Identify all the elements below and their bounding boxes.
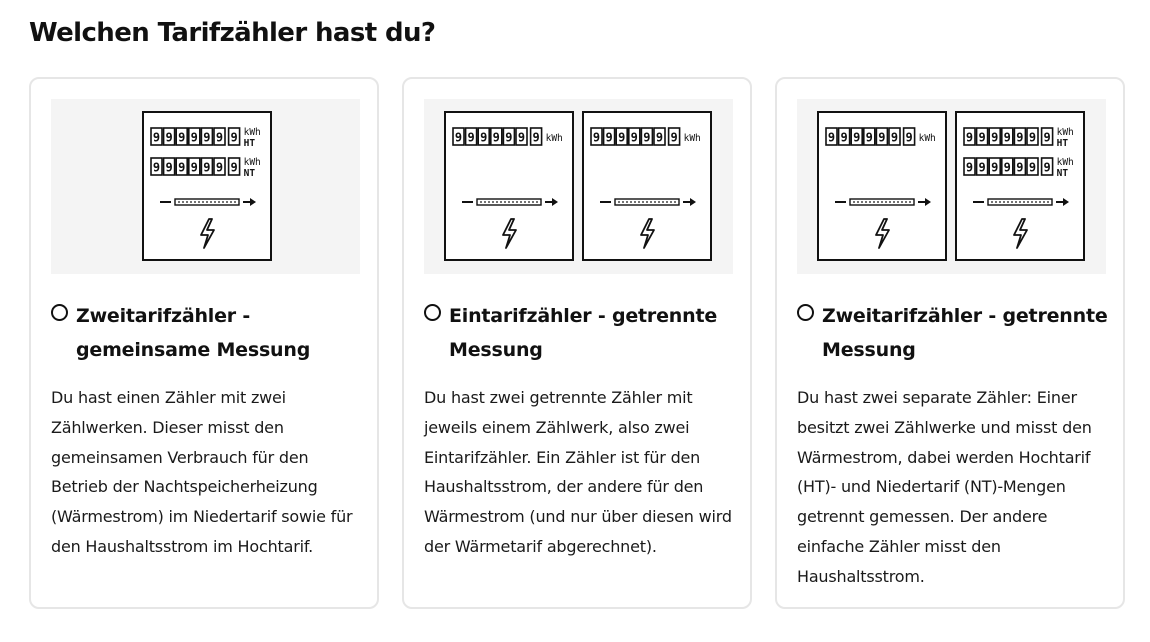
meter-tariff-label: HT (243, 138, 256, 149)
meter-tariff-label: NT (243, 168, 256, 179)
meter-digit: 9 (1043, 130, 1051, 145)
meter-digit: 9 (978, 160, 986, 175)
meter-digit: 9 (630, 130, 638, 145)
meter-digit: 9 (878, 130, 886, 145)
meter-digit: 9 (152, 130, 161, 145)
meter-tariff-label: NT (1056, 168, 1069, 179)
meter-digit: 9 (1003, 130, 1011, 145)
meter-digit: 9 (492, 130, 500, 145)
option-card-zweitarif-gemeinsam[interactable] (29, 77, 379, 609)
page-title: Welchen Tarifzähler hast du? (29, 18, 436, 48)
meter-digit: 9 (978, 130, 986, 145)
meter-digit: 9 (853, 130, 861, 145)
meter-illustration (51, 99, 360, 274)
option-card-eintarif-getrennt[interactable] (402, 77, 752, 609)
meter-digit: 9 (827, 130, 836, 145)
two-register-meter-icon (51, 99, 360, 274)
meter-illustration (424, 99, 733, 274)
meter-digit: 9 (655, 130, 664, 145)
meter-digit: 9 (203, 130, 211, 145)
meter-digit: 9 (1043, 160, 1051, 175)
dual-register-meter (956, 112, 1084, 260)
option-title: Eintarifzähler - getrennte Messung (449, 305, 718, 361)
option-radio[interactable] (424, 304, 441, 321)
option-description: Du hast zwei getrennte Zähler mit jeweils einem Zählwerk, also zwei Eintarifzähler. Ein Zähler ist für den Haushaltsstrom, der andere für den Wärmestrom (und nur über diesen wird der Wärmetarif abgerechnet). (424, 388, 732, 556)
dual-register-meter (143, 112, 271, 260)
meter-digit: 9 (965, 160, 974, 175)
meter-digit: 9 (480, 130, 488, 145)
meter-digit: 9 (840, 130, 848, 145)
meter-digit: 9 (165, 130, 173, 145)
meter-digit: 9 (991, 130, 999, 145)
meter-digit: 9 (230, 130, 238, 145)
meter-digit: 9 (517, 130, 526, 145)
meter-digit: 9 (605, 130, 613, 145)
meter-illustration (797, 99, 1106, 274)
meter-digit: 9 (203, 160, 211, 175)
meter-digit: 9 (215, 160, 224, 175)
option-title: Zweitarifzähler - getrennte Messung (822, 305, 1108, 361)
meter-digit: 9 (215, 130, 224, 145)
meter-digit: 9 (905, 130, 913, 145)
meter-digit: 9 (670, 130, 678, 145)
meter-digit: 9 (152, 160, 161, 175)
single-register-meter (583, 112, 711, 260)
single-and-dual-meters-icon (797, 99, 1106, 274)
single-register-meter (818, 112, 946, 260)
meter-unit: kWh (545, 133, 563, 144)
meter-digit: 9 (643, 130, 651, 145)
meter-tariff-label: HT (1056, 138, 1069, 149)
meter-unit: kWh (243, 127, 261, 138)
meter-digit: 9 (190, 130, 198, 145)
meter-digit: 9 (1028, 160, 1037, 175)
meter-digit: 9 (165, 160, 173, 175)
meter-digit: 9 (592, 130, 601, 145)
option-card-zweitarif-getrennt[interactable] (775, 77, 1125, 609)
meter-digit: 9 (190, 160, 198, 175)
meter-digit: 9 (1003, 160, 1011, 175)
meter-unit: kWh (683, 133, 701, 144)
option-title: Zweitarifzähler - gemeinsame Messung (76, 305, 311, 361)
meter-digit: 9 (618, 130, 626, 145)
option-description: Du hast zwei separate Zähler: Einer besitzt zwei Zählwerke und misst den Wärmestrom, dabei werden Hochtarif (HT)- und Niedertarif (NT)-Mengen getrennt gemessen. Der andere einfache Zähler misst den Haushaltsstrom. (797, 388, 1092, 586)
meter-digit: 9 (991, 160, 999, 175)
meter-unit: kWh (243, 157, 261, 168)
meter-digit: 9 (454, 130, 463, 145)
meter-digit: 9 (1016, 130, 1024, 145)
single-register-meter (445, 112, 573, 260)
meter-digit: 9 (467, 130, 475, 145)
option-radio[interactable] (51, 304, 68, 321)
meter-digit: 9 (965, 130, 974, 145)
meter-digit: 9 (532, 130, 540, 145)
meter-unit: kWh (1056, 127, 1074, 138)
meter-digit: 9 (890, 130, 899, 145)
option-description: Du hast einen Zähler mit zwei Zählwerken. Dieser misst den gemeinsamen Verbrauch für den Betrieb der Nachtspeicherheizung (Wärmestrom) im Niedertarif sowie für den Haushaltsstrom im Hochtarif. (51, 388, 353, 556)
meter-digit: 9 (230, 160, 238, 175)
two-single-meters-icon (424, 99, 733, 274)
meter-digit: 9 (1016, 160, 1024, 175)
meter-digit: 9 (178, 130, 186, 145)
option-radio[interactable] (797, 304, 814, 321)
meter-digit: 9 (178, 160, 186, 175)
meter-unit: kWh (1056, 157, 1074, 168)
meter-digit: 9 (1028, 130, 1037, 145)
meter-digit: 9 (505, 130, 513, 145)
meter-unit: kWh (918, 133, 936, 144)
meter-digit: 9 (865, 130, 873, 145)
